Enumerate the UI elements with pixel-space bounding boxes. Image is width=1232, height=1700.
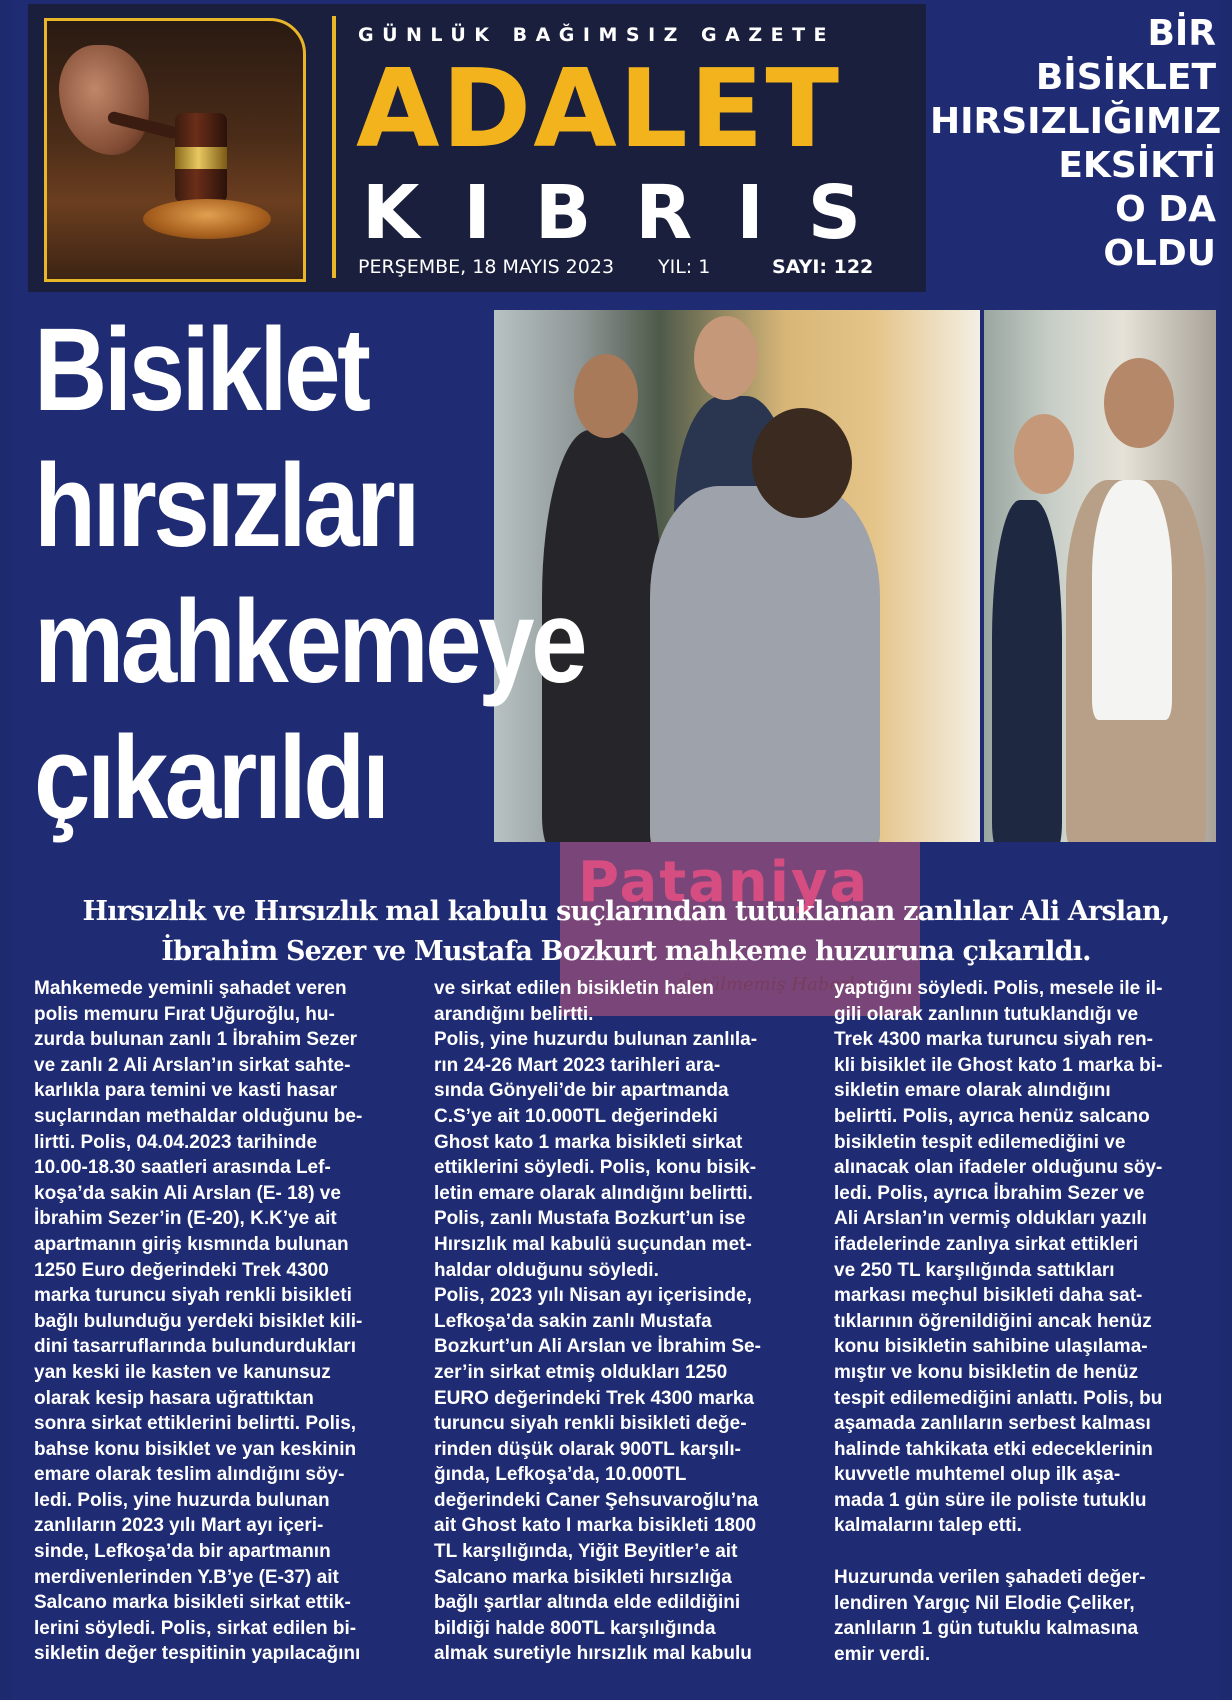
gavel-sound-block — [143, 199, 271, 239]
watermark-name: Pataniya — [578, 850, 870, 915]
gavel-band — [175, 147, 227, 169]
teaser-line: BİSİKLET — [1035, 57, 1216, 98]
headline-line: çıkarıldı — [34, 712, 387, 844]
teaser-line: O DA — [1115, 189, 1216, 230]
headline — [34, 302, 584, 846]
dateline — [358, 256, 918, 278]
masthead — [28, 4, 926, 292]
article-column-3 — [834, 976, 1220, 1667]
article-column-2 — [434, 976, 826, 1667]
masthead-tagline: GÜNLÜK BAĞIMSIZ GAZETE — [358, 24, 836, 46]
article-deck: Hırsızlık ve Hırsızlık mal kabulu suçlarından tutuklanan zanlılar Ali Arslan, İbrahim Sezer ve Mustafa Bozkurt mahkeme huzuruna çıkarıldı. — [82, 896, 1170, 967]
headline-line: Bisiklet — [34, 304, 368, 436]
officer-head — [694, 316, 758, 400]
side-teaser — [930, 12, 1222, 276]
headline-line: hırsızları — [34, 440, 417, 572]
article-paragraph-closing: Huzurunda verilen şahadeti değer- lendiren Yargıç Nil Elodie Çeliker, zanlıların 1 gün tutuklu kalmasına emir verdi. — [834, 1567, 1146, 1665]
brand-name-adalet: ADALET — [356, 47, 842, 172]
suspect-jacket-head — [1104, 358, 1174, 448]
gavel-photo — [44, 18, 306, 282]
teaser-line: BİR — [1147, 13, 1216, 54]
suspects-photo-side — [984, 310, 1216, 842]
teaser-line: EKSİKTİ — [1058, 145, 1216, 186]
issue-date: PERŞEMBE, 18 MAYIS 2023 — [358, 256, 615, 278]
headline-line: mahkemeye — [34, 576, 585, 708]
brand-name-kibris: KIBRIS — [362, 170, 906, 256]
police-figure — [992, 500, 1062, 842]
issue-year: YIL: 1 — [658, 256, 711, 278]
teaser-line: HIRSIZLIĞIMIZ — [930, 101, 1222, 142]
article-paragraph: yaptığını söyledi. Polis, mesele ile il- gili olarak zanlının tutuklandığı ve Trek 4300 marka turuncu siyah ren- kli bisiklet ile Ghost kato 1 marka bi- sikletin emare olarak alındığını belirtti. Polis, ayrıca henüz salcano bisikletin tespit edilemediğini ve alınacak olan ifadeler olduğunu söy- ledi. Polis, ayrıca İbrahim Sezer ve Ali Arslan’ın vermiş oldukları yazılı ifadelerinde zanlıya sirkat ettikleri ve 250 TL karşılığında sattıkları markası meçhul bisikleti daha sat- tıklarının öğrenildiğini ancak henüz konu bisikletin sahibine ulaşılama- mıştır ve konu bisikletin de henüz tespit edilemediğini anlattı. Polis, bu aşamada zanlıların serbest kalması halinde tahkikata etki edeceklerinin kuvvetle muhtemel olup ilk aşa- mada 1 gün süre ile poliste tutuklu kalmalarını talep etti. — [834, 978, 1163, 1537]
article-column-1 — [34, 976, 420, 1667]
police-head — [1014, 414, 1074, 494]
hand-shape — [59, 45, 149, 155]
suspect-hoodie-figure — [650, 486, 880, 842]
teaser-line: OLDU — [1103, 233, 1216, 274]
paragraph-spacer — [834, 1539, 1220, 1565]
newspaper-page — [12, 0, 1220, 1700]
article-paragraph: Mahkemede yeminli şahadet veren polis memuru Fırat Uğuroğlu, hu- zurda bulunan zanlı 1 İbrahim Sezer ve zanlı 2 Ali Arslan’ın sirkat sahte- karlıkla para temini ve kasti hasar suçlarından methaldar olduğunu be- lirtti. Polis, 04.04.2023 tarihinde 10.00-18.30 saatleri arasında Lef- koşa’da sakin Ali Arslan (E- 18) ve İbrahim Sezer’in (E-20), K.K’ye ait apartmanın giriş kısmında bulunan 1250 Euro değerindeki Trek 4300 marka turuncu siyah renkli bisikleti bağlı bulunduğu yerdeki bisiklet kili- dini tasarruflarında bulundurdukları yan keski ile kasten ve kanunsuz olarak kesip hasara uğrattıktan sonra sirkat ettiklerini belirtti. Polis, bahse konu bisiklet ve yan keskinin emare olarak teslim alındığını söy- ledi. Polis, yine huzurda bulunan zanlıların 2023 yılı Mart ayı içeri- sinde, Lefkoşa’da bir apartmanın merdivenlerinden Y.B’ye (E-37) ait Salcano marka bisikleti sirkat ettik- lerini söyledi. Polis, sirkat edilen bi- sikletin değer tespitinin yapılacağını — [34, 978, 363, 1665]
suspect-shirt — [1092, 480, 1172, 720]
suspect-hoodie-head — [752, 408, 852, 518]
issue-number: SAYI: 122 — [772, 256, 874, 278]
masthead-divider — [332, 16, 336, 278]
article-paragraph: ve sirkat edilen bisikletin halen arandığını belirtti. Polis, yine huzurdu bulunan zanlıla- rın 24-26 Mart 2023 tarihleri ara- sında Gönyeli’de bir apartmanda C.S’ye ait 10.000TL değerindeki Ghost kato 1 marka bisikleti sirkat ettiklerini söyledi. Polis, konu bisik- letin emare olarak alındığını belirtti. Polis, zanlı Mustafa Bozkurt’un ise Hırsızlık mal kabulü suçundan met- haldar olduğunu söyledi. Polis, 2023 yılı Nisan ayı içerisinde, Lefkoşa’da sakin zanlı Mustafa Bozkurt’un Ali Arslan ve İbrahim Se- zer’in sirkat etmiş oldukları 1250 EURO değerindeki Trek 4300 marka turuncu siyah renkli bisikleti değe- rinden düşük olarak 900TL karşılı- ğında, Lefkoşa’da, 10.000TL değerindeki Caner Şehsuvaroğlu’na ait Ghost kato I marka bisikleti 1800 TL karşılığında, Yiğit Beyitler’e ait Salcano marka bisikleti hırsızlığa bağlı şartlar altında elde edildiğini bildiği halde 800TL karşılığında almak suretiyle hırsızlık mal kabulu — [434, 978, 761, 1665]
watermark-subtitle: Örtülmemiş Haberler — [678, 974, 874, 995]
